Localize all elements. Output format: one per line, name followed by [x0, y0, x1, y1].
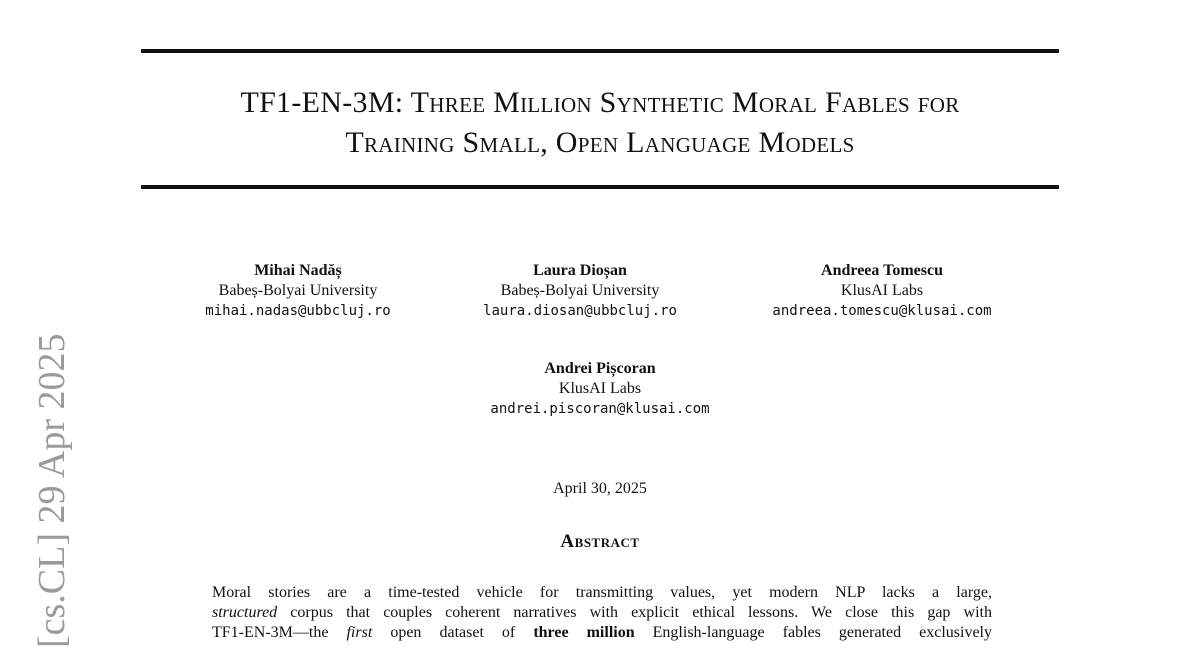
author-affiliation: KlusAI Labs: [558, 380, 642, 397]
title-line-1: TF1-EN-3M: Three Million Synthetic Moral Fables for: [240, 86, 960, 119]
title-top-rule: [141, 49, 1059, 53]
abstract-text: English-language fables generated exclusively: [634, 624, 993, 641]
abstract-text: open dataset of: [372, 624, 534, 641]
abstract-text: TF1-EN-3M—the: [212, 624, 347, 641]
author-email[interactable]: mihai.nadas@ubbcluj.ro: [205, 303, 391, 319]
author-name: Andrei Pișcoran: [544, 360, 656, 377]
abstract-body: [212, 583, 992, 643]
abstract-text: corpus that couples coherent narratives with explicit ethical lessons. We close this gap with: [277, 604, 992, 621]
publication-date: April 30, 2025: [553, 480, 647, 497]
author-email[interactable]: andreea.tomescu@klusai.com: [772, 303, 992, 319]
author-name: Laura Dioșan: [533, 262, 627, 279]
abstract-heading: Abstract: [560, 531, 640, 552]
author-affiliation: Babeș-Bolyai University: [218, 282, 378, 299]
abstract-line-3: [212, 623, 992, 643]
author-name: Andreea Tomescu: [821, 262, 943, 279]
abstract-emphasis: first: [346, 624, 373, 641]
abstract-emphasis: structured: [212, 604, 278, 621]
author-affiliation: KlusAI Labs: [840, 282, 924, 299]
author-block: [148, 260, 448, 322]
paper-title: [100, 83, 1100, 163]
author-name: Mihai Nadăș: [254, 262, 342, 279]
author-email[interactable]: andrei.piscoran@klusai.com: [490, 401, 710, 417]
author-block: [430, 260, 730, 322]
author-block: [450, 358, 750, 420]
title-line-2: Training Small, Open Language Models: [345, 126, 855, 159]
abstract-line-1: Moral stories are a time-tested vehicle for transmitting values, yet modern NLP lacks a large,: [212, 584, 992, 601]
author-affiliation: Babeș-Bolyai University: [500, 282, 660, 299]
title-bottom-rule: [141, 185, 1059, 189]
arxiv-stamp: [cs.CL] 29 Apr 2025: [31, 333, 73, 648]
author-email[interactable]: laura.diosan@ubbcluj.ro: [483, 303, 677, 319]
abstract-line-2: [212, 603, 992, 623]
abstract-strong: three million: [533, 624, 635, 641]
author-block: [732, 260, 1032, 322]
